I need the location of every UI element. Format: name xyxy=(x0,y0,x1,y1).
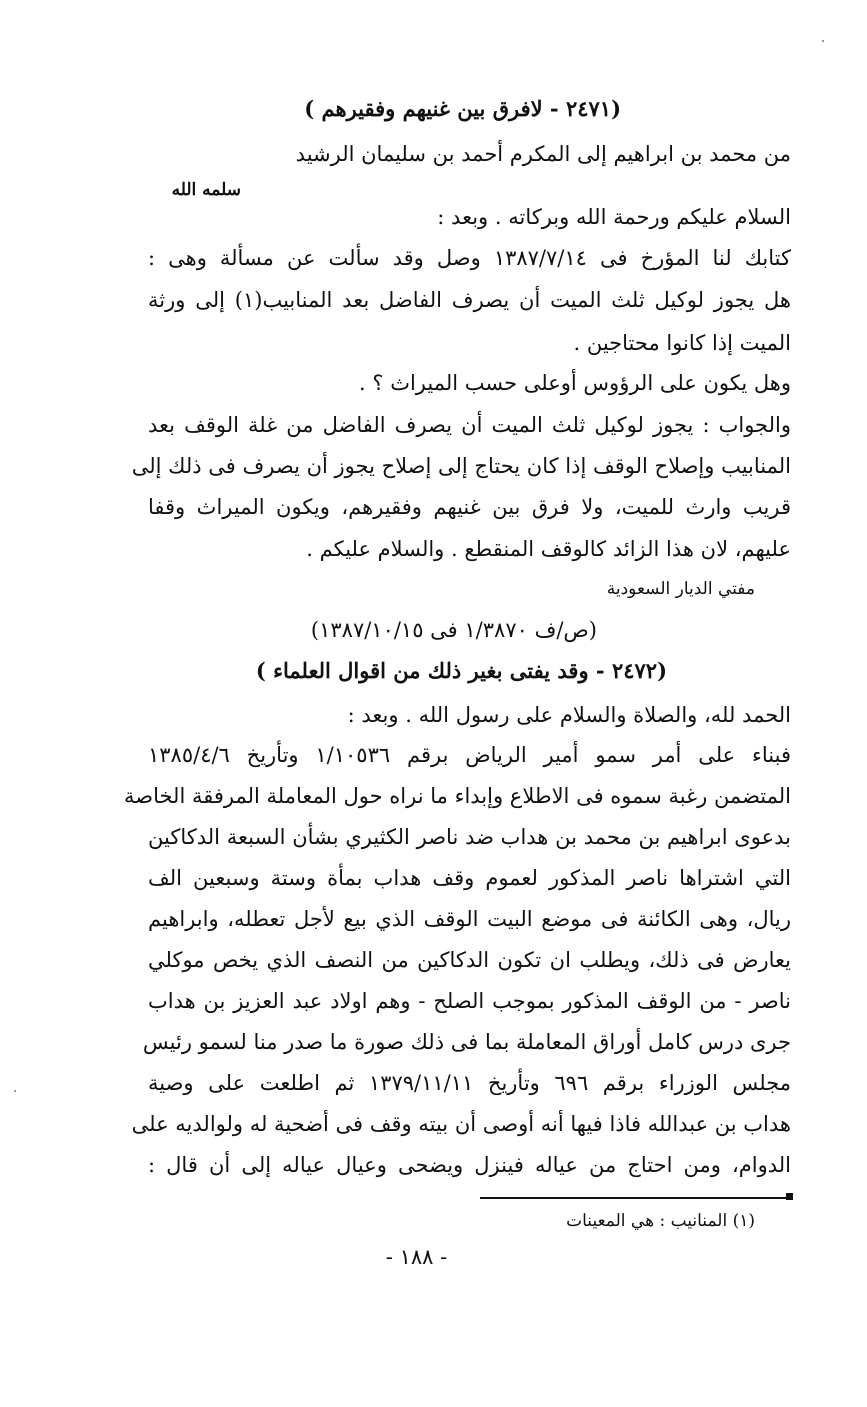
letter-1-body-line: قريب وارث للميت، ولا فرق بين غنيهم وفقيرهم، ويكون الميراث وقفا xyxy=(148,495,791,519)
letter-2-body-line: جرى درس كامل أوراق المعاملة بما فى ذلك صورة ما صدر منا لسمو رئيس xyxy=(142,1030,791,1054)
letter-1-body-line: وهل يكون على الرؤوس أوعلى حسب الميراث ؟ . xyxy=(359,371,791,395)
letter-1-title: (٢٤٧١ - لافرق بين غنيهم وفقيرهم ) xyxy=(304,96,621,121)
letter-2-title: (٢٤٧٢ - وقد يفتى بغير ذلك من اقوال العلماء ) xyxy=(255,658,667,683)
letter-1-signature: مفتي الديار السعودية xyxy=(606,579,755,599)
page-number: - ١٨٨ - xyxy=(385,1245,448,1269)
letter-1-greeting: السلام عليكم ورحمة الله وبركاته . وبعد : xyxy=(437,205,791,229)
letter-2-body-line: فبناء على أمر سمو أمير الرياض برقم ١/١٠٥٣٦ وتأريخ ١٣٨٥/٤/٦ xyxy=(148,743,791,767)
scan-speck xyxy=(14,1090,16,1092)
letter-2-body-line: التي اشتراها ناصر المذكور لعموم وقف هداب بمأة وستة وسبعين الف xyxy=(148,866,791,890)
letter-1-body-line: الميت إذا كانوا محتاجين . xyxy=(573,331,791,355)
letter-2-body-line: المتضمن رغبة سموه فى الاطلاع وإبداء ما نراه حول المعاملة المرفقة الخاصة xyxy=(124,784,791,808)
letter-2-body-line: ناصر - من الوقف المذكور بموجب الصلح - وهم اولاد عبد العزيز بن هداب xyxy=(148,989,791,1013)
letter-1-body-line: والجواب : يجوز لوكيل ثلث الميت أن يصرف الفاضل من غلة الوقف بعد xyxy=(148,413,791,437)
letter-2-body-line: ريال، وهى الكائنة فى موضع البيت الوقف الذي بيع لأجل تعطله، وابراهيم xyxy=(148,907,791,931)
letter-1-body-line: عليهم، لان هذا الزائد كالوقف المنقطع . والسلام عليكم . xyxy=(306,537,791,561)
letter-1-body-line: كتابك لنا المؤرخ فى ١٣٨٧/٧/١٤ وصل وقد سألت عن مسألة وهى : xyxy=(148,246,791,270)
footnote-rule xyxy=(480,1197,792,1199)
letter-2-body-line: هداب بن عبدالله فاذا فيها أنه أوصى أن بيته وقف فى أضحية له ولوالديه على xyxy=(131,1112,791,1136)
letter-1-body-line: المنابيب وإصلاح الوقف إذا كان يحتاج إلى إصلاح يجوز أن يصرف فى ذلك إلى xyxy=(131,454,791,478)
footnote: (١) المنانيب : هي المعينات xyxy=(566,1211,755,1231)
letter-2-body-line: مجلس الوزراء برقم ٦٩٦ وتأريخ ١٣٧٩/١١/١١ ثم اطلعت على وصية xyxy=(148,1071,792,1095)
letter-2-opening: الحمد لله، والصلاة والسلام على رسول الله . وبعد : xyxy=(347,703,791,727)
scan-speck xyxy=(822,40,824,42)
letter-1-body-line: هل يجوز لوكيل ثلث الميت أن يصرف الفاضل بعد المنابيب(١) إلى ورثة xyxy=(148,288,791,312)
footnote-rule-end xyxy=(786,1193,793,1200)
letter-2-body-line: يعارض فى ذلك، ويطلب ان تكون الدكاكين من النصف الذي يخص موكلي xyxy=(148,948,791,972)
letter-1-sender-line: من محمد بن ابراهيم إلى المكرم أحمد بن سليمان الرشيد xyxy=(295,142,791,166)
letter-1-recipient-salutation: سلمه الله xyxy=(171,180,241,200)
letter-1-reference: (ص/ف ١/٣٨٧٠ فى ١٣٨٧/١٠/١٥) xyxy=(310,618,597,642)
letter-2-body-line: الدوام، ومن احتاج من عياله فينزل ويضحى وعيال عياله إلى أن قال : xyxy=(148,1153,791,1177)
letter-2-body-line: بدعوى ابراهيم بن محمد بن هداب ضد ناصر الكثيري بشأن السبعة الدكاكين xyxy=(148,825,791,849)
